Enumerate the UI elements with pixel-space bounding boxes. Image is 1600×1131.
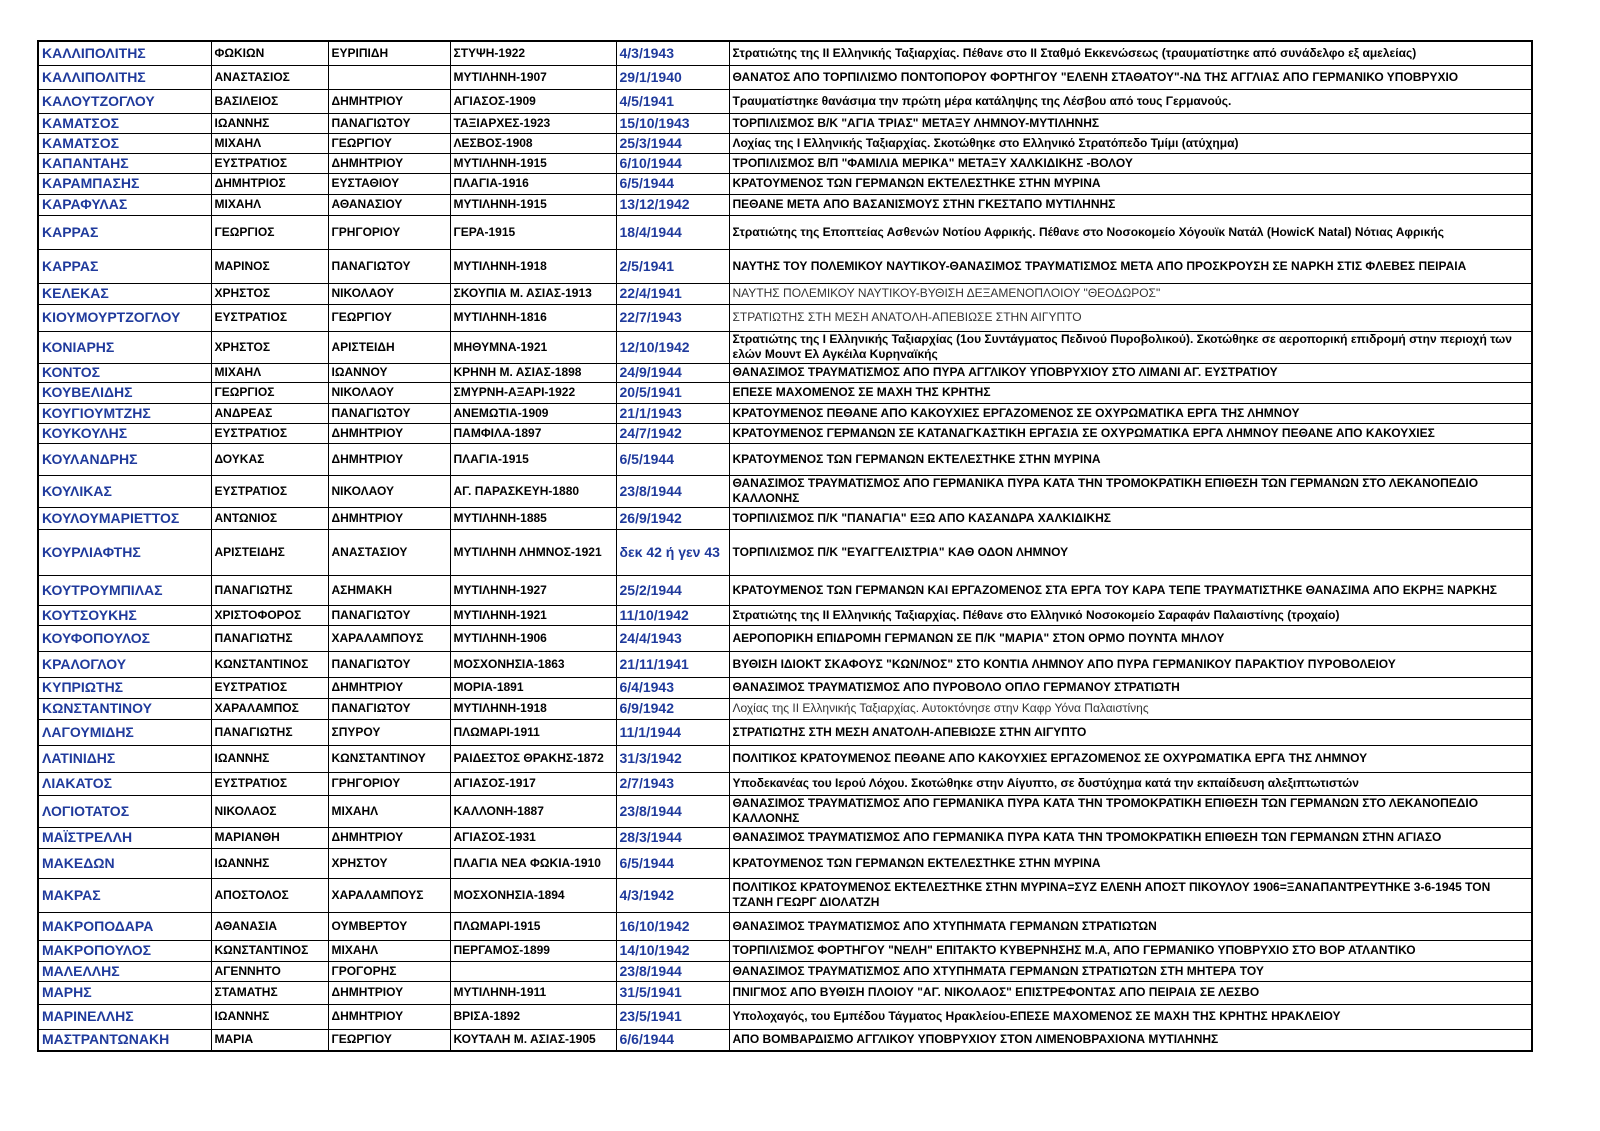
circumstances-cell: ΚΡΑΤΟΥΜΕΝΟΣ ΤΩΝ ΓΕΡΜΑΝΩΝ ΕΚΤΕΛΕΣΤΗΚΕ ΣΤΗΝ ΜΥΡΙΝΑ [729,443,1532,475]
surname-cell: ΚΟΥΦΟΠΟΥΛΟΣ [38,625,211,651]
circumstances-cell: Τραυματίστηκε θανάσιμα την πρώτη μέρα κατάληψης της Λέσβου από τους Γερμανούς. [729,89,1532,113]
father-name-cell: ΟΥΜΒΕΡΤΟΥ [328,912,450,940]
date-cell: 22/7/1943 [616,304,729,331]
first-name-cell: ΜΑΡΙΑ [211,1029,328,1051]
surname-cell: ΚΑΛΟΥΤΖΟΓΛΟΥ [38,89,211,113]
surname-cell: ΚΟΥΤΣΟΥΚΗΣ [38,605,211,625]
father-name-cell: ΠΑΝΑΓΙΩΤΟΥ [328,651,450,677]
date-cell: 28/3/1944 [616,827,729,848]
father-name-cell: ΙΩΑΝΝΟΥ [328,363,450,382]
father-name-cell: ΚΩΝΣΤΑΝΤΙΝΟΥ [328,745,450,772]
birthplace-cell: ΑΓΙΑΣΟΣ-1931 [450,827,616,848]
circumstances-cell: ΤΟΡΠΙΛΙΣΜΟΣ Β/Κ "ΑΓΙΑ ΤΡΙΑΣ" ΜΕΤΑΞΥ ΛΗΜΝΟΥ-ΜΥΤΙΛΗΝΗΣ [729,113,1532,133]
circumstances-cell: ΣΤΡΑΤΙΩΤΗΣ ΣΤΗ ΜΕΣΗ ΑΝΑΤΟΛΗ-ΑΠΕΒΙΩΣΕ ΣΤΗΝ ΑΙΓΥΠΤΟ [729,719,1532,745]
surname-cell: ΚΑΛΛΙΠΟΛΙΤΗΣ [38,65,211,89]
date-cell: 31/5/1941 [616,981,729,1004]
circumstances-cell: ΘΑΝΑΣΙΜΟΣ ΤΡΑΥΜΑΤΙΣΜΟΣ ΑΠΟ ΓΕΡΜΑΝΙΚΑ ΠΥΡΑ ΚΑΤΑ ΤΗΝ ΤΡΟΜΟΚΡΑΤΙΚΗ ΕΠΙΘΕΣΗ ΤΩΝ ΓΕΡΜΑΝΩΝ ΣΤΗΝ ΑΓΙΑΣΟ [729,827,1532,848]
birthplace-cell: ΑΓ. ΠΑΡΑΣΚΕΥΗ-1880 [450,475,616,507]
father-name-cell: ΠΑΝΑΓΙΩΤΟΥ [328,403,450,423]
birthplace-cell: ΜΥΤΙΛΗΝΗ-1816 [450,304,616,331]
circumstances-cell: ΤΡΟΠΙΛΙΣΜΟΣ Β/Π "ΦΑΜΙΛΙΑ ΜΕΡΙΚΑ" ΜΕΤΑΞΥ ΧΑΛΚΙΔΙΚΗΣ -ΒΟΛΟΥ [729,153,1532,173]
birthplace-cell: ΡΑΙΔΕΣΤΟΣ ΘΡΑΚΗΣ-1872 [450,745,616,772]
birthplace-cell: ΠΕΡΓΑΜΟΣ-1899 [450,940,616,961]
date-cell: 6/5/1944 [616,848,729,878]
surname-cell: ΜΑΛΕΛΛΗΣ [38,961,211,981]
circumstances-cell: ΘΑΝΑΣΙΜΟΣ ΤΡΑΥΜΑΤΙΣΜΟΣ ΑΠΟ ΠΥΡΑ ΑΓΓΛΙΚΟΥ ΥΠΟΒΡΥΧΙΟΥ ΣΤΟ ΛΙΜΑΝΙ ΑΓ. ΕΥΣΤΡΑΤΙΟΥ [729,363,1532,382]
surname-cell: ΜΑΚΡΟΠΟΥΛΟΣ [38,940,211,961]
date-cell: 25/2/1944 [616,575,729,605]
birthplace-cell: ΒΡΙΣΑ-1892 [450,1004,616,1029]
father-name-cell: ΑΝΑΣΤΑΣΙΟΥ [328,529,450,575]
circumstances-cell: ΣΤΡΑΤΙΩΤΗΣ ΣΤΗ ΜΕΣΗ ΑΝΑΤΟΛΗ-ΑΠΕΒΙΩΣΕ ΣΤΗΝ ΑΙΓΥΠΤΟ [729,304,1532,331]
circumstances-cell: ΤΟΡΠΙΛΙΣΜΟΣ Π/Κ "ΠΑΝΑΓΙΑ" ΕΞΩ ΑΠΟ ΚΑΣΑΝΔΡΑ ΧΑΛΚΙΔΙΚΗΣ [729,507,1532,529]
father-name-cell: ΓΡΗΓΟΡΙΟΥ [328,215,450,249]
surname-cell: ΜΑΚΡΟΠΟΔΑΡΑ [38,912,211,940]
birthplace-cell: ΜΥΤΙΛΗΝΗ-1906 [450,625,616,651]
date-cell: 18/4/1944 [616,215,729,249]
date-cell: 11/1/1944 [616,719,729,745]
table-row [38,194,1532,215]
circumstances-cell: ΠΟΛΙΤΙΚΟΣ ΚΡΑΤΟΥΜΕΝΟΣ ΕΚΤΕΛΕΣΤΗΚΕ ΣΤΗΝ ΜΥΡΙΝΑ=ΣΥΖ ΕΛΕΝΗ ΑΠΟΣΤ ΠΙΚΟΥΛΟΥ 1906=ΞΑΝΑΠΑΝΤΡΕΥΤΗΚΕ 3-6-1945 ΤΟΝ ΤΖΑΝΗ ΓΕΩΡΓ ΔΙΟΛΑΤΖΗ [729,878,1532,912]
circumstances-cell: ΘΑΝΑΤΟΣ ΑΠΟ ΤΟΡΠΙΛΙΣΜΟ ΠΟΝΤΟΠΟΡΟΥ ΦΟΡΤΗΓΟΥ "ΕΛΕΝΗ ΣΤΑΘΑΤΟΥ"-ΝΔ ΤΗΣ ΑΓΓΛΙΑΣ ΑΠΟ ΓΕΡΜΑΝΙΚΟ ΥΠΟΒΡΥΧΙΟ [729,65,1532,89]
circumstances-cell: ΘΑΝΑΣΙΜΟΣ ΤΡΑΥΜΑΤΙΣΜΟΣ ΑΠΟ ΧΤΥΠΗΜΑΤΑ ΓΕΡΜΑΝΩΝ ΣΤΡΑΤΙΩΤΩΝ [729,912,1532,940]
table-row [38,698,1532,719]
first-name-cell: ΑΝΑΣΤΑΣΙΟΣ [211,65,328,89]
circumstances-cell: ΚΡΑΤΟΥΜΕΝΟΣ ΓΕΡΜΑΝΩΝ ΣΕ ΚΑΤΑΝΑΓΚΑΣΤΙΚΗ ΕΡΓΑΣΙΑ ΣΕ ΟΧΥΡΩΜΑΤΙΚΑ ΕΡΓΑ ΛΗΜΝΟΥ ΠΕΘΑΝΕ ΑΠΟ ΚΑΚΟΥΧΙΕΣ [729,423,1532,443]
first-name-cell: ΓΕΩΡΓΙΟΣ [211,215,328,249]
surname-cell: ΚΟΥΚΟΥΛΗΣ [38,423,211,443]
first-name-cell: ΔΗΜΗΤΡΙΟΣ [211,173,328,194]
table-row [38,605,1532,625]
table-row [38,304,1532,331]
circumstances-cell: ΝΑΥΤΗΣ ΤΟΥ ΠΟΛΕΜΙΚΟΥ ΝΑΥΤΙΚΟΥ-ΘΑΝΑΣΙΜΟΣ ΤΡΑΥΜΑΤΙΣΜΟΣ ΜΕΤΑ ΑΠΟ ΠΡΟΣΚΡΟΥΣΗ ΣΕ ΝΑΡΚΗ ΣΤΙΣ ΦΛΕΒΕΣ ΠΕΙΡΑΙΑ [729,249,1532,283]
surname-cell: ΚΟΥΡΛΙΑΦΤΗΣ [38,529,211,575]
birthplace-cell: ΚΑΛΛΟΝΗ-1887 [450,795,616,827]
father-name-cell: ΔΗΜΗΤΡΙΟΥ [328,677,450,698]
table-row [38,625,1532,651]
birthplace-cell: ΑΝΕΜΩΤΙΑ-1909 [450,403,616,423]
table-row [38,89,1532,113]
circumstances-cell: Στρατιώτης της ΙΙ Ελληνικής Ταξιαρχίας. Πέθανε στο Ελληνικό Νοσοκομείο Σαραφάν Παλαιστίνης (τροχαίο) [729,605,1532,625]
surname-cell: ΚΑΜΑΤΣΟΣ [38,113,211,133]
surname-cell: ΜΑΪΣΤΡΕΛΛΗ [38,827,211,848]
surname-cell: ΚΟΝΤΟΣ [38,363,211,382]
surname-cell: ΚΟΥΛΙΚΑΣ [38,475,211,507]
table-row [38,249,1532,283]
father-name-cell [328,65,450,89]
father-name-cell: ΑΘΑΝΑΣΙΟΥ [328,194,450,215]
first-name-cell: ΕΥΣΤΡΑΤΙΟΣ [211,153,328,173]
father-name-cell: ΓΡΗΓΟΡΙΟΥ [328,772,450,795]
date-cell: 12/10/1942 [616,331,729,363]
table-row [38,529,1532,575]
date-cell: 24/7/1942 [616,423,729,443]
circumstances-cell: ΠΝΙΓΜΟΣ ΑΠΟ ΒΥΘΙΣΗ ΠΛΟΙΟΥ "ΑΓ. ΝΙΚΟΛΑΟΣ" ΕΠΙΣΤΡΕΦΟΝΤΑΣ ΑΠΟ ΠΕΙΡΑΙΑ ΣΕ ΛΕΣΒΟ [729,981,1532,1004]
first-name-cell: ΜΙΧΑΗΛ [211,133,328,153]
table-row [38,575,1532,605]
birthplace-cell: ΣΜΥΡΝΗ-ΑΞΑΡΙ-1922 [450,382,616,403]
first-name-cell: ΦΩΚΙΩΝ [211,41,328,65]
birthplace-cell: ΜΟΡΙΑ-1891 [450,677,616,698]
circumstances-cell: Υποδεκανέας του Ιερού Λόχου. Σκοτώθηκε στην Αίγυπτο, σε δυστύχημα κατά την εκπαίδευση αλεξιπτωτιστών [729,772,1532,795]
surname-cell: ΜΑΡΗΣ [38,981,211,1004]
circumstances-cell: ΒΥΘΙΣΗ ΙΔΙΟΚΤ ΣΚΑΦΟΥΣ "ΚΩΝ/ΝΟΣ" ΣΤΟ ΚΟΝΤΙΑ ΛΗΜΝΟΥ ΑΠΟ ΠΥΡΑ ΓΕΡΜΑΝΙΚΟΥ ΠΑΡΑΚΤΙΟΥ ΠΥΡΟΒΟΛΕΙΟΥ [729,651,1532,677]
birthplace-cell: ΜΥΤΙΛΗΝΗ-1915 [450,194,616,215]
first-name-cell: ΣΤΑΜΑΤΗΣ [211,981,328,1004]
first-name-cell: ΑΠΟΣΤΟΛΟΣ [211,878,328,912]
circumstances-cell: Στρατιώτης της ΙΙ Ελληνικής Ταξιαρχίας. Πέθανε στο ΙΙ Σταθμό Εκκενώσεως (τραυματίστηκε από συνάδελφο εξ αμελείας) [729,41,1532,65]
first-name-cell: ΝΙΚΟΛΑΟΣ [211,795,328,827]
table-row [38,1004,1532,1029]
birthplace-cell: ΜΥΤΙΛΗΝΗ-1918 [450,698,616,719]
table-row [38,1029,1532,1051]
first-name-cell: ΑΘΑΝΑΣΙΑ [211,912,328,940]
surname-cell: ΚΥΠΡΙΩΤΗΣ [38,677,211,698]
first-name-cell: ΜΑΡΙΑΝΘΗ [211,827,328,848]
date-cell: 16/10/1942 [616,912,729,940]
table-row [38,912,1532,940]
date-cell: 4/3/1942 [616,878,729,912]
table-row [38,173,1532,194]
birthplace-cell: ΠΛΩΜΑΡΙ-1915 [450,912,616,940]
surname-cell: ΚΑΜΑΤΣΟΣ [38,133,211,153]
table-row [38,443,1532,475]
circumstances-cell: ΤΟΡΠΙΛΙΣΜΟΣ ΦΟΡΤΗΓΟΥ "ΝΕΛΗ" ΕΠΙΤΑΚΤΟ ΚΥΒΕΡΝΗΣΗΣ Μ.Α, ΑΠΟ ΓΕΡΜΑΝΙΚΟ ΥΠΟΒΡΥΧΙΟ ΣΤΟ ΒΟΡ ΑΤΛΑΝΤΙΚΟ [729,940,1532,961]
birthplace-cell: ΜΥΤΙΛΗΝΗ-1921 [450,605,616,625]
surname-cell: ΚΑΛΛΙΠΟΛΙΤΗΣ [38,41,211,65]
table-row [38,113,1532,133]
table-row [38,848,1532,878]
father-name-cell: ΧΡΗΣΤΟΥ [328,848,450,878]
birthplace-cell: ΑΓΙΑΣΟΣ-1909 [450,89,616,113]
date-cell: 31/3/1942 [616,745,729,772]
first-name-cell: ΜΙΧΑΗΛ [211,363,328,382]
table-row [38,772,1532,795]
father-name-cell: ΧΑΡΑΛΑΜΠΟΥΣ [328,625,450,651]
table-row [38,153,1532,173]
first-name-cell: ΔΟΥΚΑΣ [211,443,328,475]
father-name-cell: ΣΠΥΡΟΥ [328,719,450,745]
date-cell: 11/10/1942 [616,605,729,625]
circumstances-cell: ΠΕΘΑΝΕ ΜΕΤΑ ΑΠΟ ΒΑΣΑΝΙΣΜΟΥΣ ΣΤΗΝ ΓΚΕΣΤΑΠΟ ΜΥΤΙΛΗΝΗΣ [729,194,1532,215]
first-name-cell: ΚΩΝΣΤΑΝΤΙΝΟΣ [211,940,328,961]
birthplace-cell: ΣΤΥΨΗ-1922 [450,41,616,65]
surname-cell: ΛΟΓΙΟΤΑΤΟΣ [38,795,211,827]
first-name-cell: ΠΑΝΑΓΙΩΤΗΣ [211,719,328,745]
surname-cell: ΚΟΥΛΑΝΔΡΗΣ [38,443,211,475]
surname-cell: ΛΑΤΙΝΙΔΗΣ [38,745,211,772]
date-cell: 26/9/1942 [616,507,729,529]
table-row [38,940,1532,961]
birthplace-cell: ΠΑΜΦΙΛΑ-1897 [450,423,616,443]
birthplace-cell: ΤΑΞΙΑΡΧΕΣ-1923 [450,113,616,133]
surname-cell: ΚΕΛΕΚΑΣ [38,283,211,304]
date-cell: 21/1/1943 [616,403,729,423]
first-name-cell: ΒΑΣΙΛΕΙΟΣ [211,89,328,113]
surname-cell: ΚΑΠΑΝΤΑΗΣ [38,153,211,173]
birthplace-cell: ΜΥΤΙΛΗΝΗ ΛΗΜΝΟΣ-1921 [450,529,616,575]
table-row [38,677,1532,698]
table-row [38,745,1532,772]
father-name-cell: ΕΥΣΤΑΘΙΟΥ [328,173,450,194]
first-name-cell: ΙΩΑΝΝΗΣ [211,113,328,133]
surname-cell: ΚΟΝΙΑΡΗΣ [38,331,211,363]
date-cell: 21/11/1941 [616,651,729,677]
surname-cell: ΚΡΑΛΟΓΛΟΥ [38,651,211,677]
table-row [38,363,1532,382]
birthplace-cell: ΓΕΡΑ-1915 [450,215,616,249]
circumstances-cell: ΚΡΑΤΟΥΜΕΝΟΣ ΤΩΝ ΓΕΡΜΑΝΩΝ ΕΚΤΕΛΕΣΤΗΚΕ ΣΤΗΝ ΜΥΡΙΝΑ [729,848,1532,878]
circumstances-cell: ΑΕΡΟΠΟΡΙΚΗ ΕΠΙΔΡΟΜΗ ΓΕΡΜΑΝΩΝ ΣΕ Π/Κ "ΜΑΡΙΑ" ΣΤΟΝ ΟΡΜΟ ΠΟΥΝΤΑ ΜΗΛΟΥ [729,625,1532,651]
date-cell: 13/12/1942 [616,194,729,215]
first-name-cell: ΠΑΝΑΓΙΩΤΗΣ [211,575,328,605]
father-name-cell: ΔΗΜΗΤΡΙΟΥ [328,443,450,475]
birthplace-cell: ΠΛΩΜΑΡΙ-1911 [450,719,616,745]
circumstances-cell: ΘΑΝΑΣΙΜΟΣ ΤΡΑΥΜΑΤΙΣΜΟΣ ΑΠΟ ΓΕΡΜΑΝΙΚΑ ΠΥΡΑ ΚΑΤΑ ΤΗΝ ΤΡΟΜΟΚΡΑΤΙΚΗ ΕΠΙΘΕΣΗ ΤΩΝ ΓΕΡΜΑΝΩΝ ΣΤΟ ΛΕΚΑΝΟΠΕΔΙΟ ΚΑΛΛΟΝΗΣ [729,795,1532,827]
first-name-cell: ΑΡΙΣΤΕΙΔΗΣ [211,529,328,575]
first-name-cell: ΙΩΑΝΝΗΣ [211,848,328,878]
circumstances-cell: ΚΡΑΤΟΥΜΕΝΟΣ ΤΩΝ ΓΕΡΜΑΝΩΝ ΚΑΙ ΕΡΓΑΖΟΜΕΝΟΣ ΣΤΑ ΕΡΓΑ ΤΟΥ ΚΑΡΑ ΤΕΠΕ ΤΡΑΥΜΑΤΙΣΤΗΚΕ ΘΑΝΑΣΙΜΑ ΑΠΟ ΕΚΡΗΞ ΝΑΡΚΗΣ [729,575,1532,605]
birthplace-cell: ΜΥΤΙΛΗΝΗ-1927 [450,575,616,605]
birthplace-cell: ΣΚΟΥΠΙΑ Μ. ΑΣΙΑΣ-1913 [450,283,616,304]
first-name-cell: ΕΥΣΤΡΑΤΙΟΣ [211,423,328,443]
date-cell: 23/8/1944 [616,961,729,981]
date-cell: 24/4/1943 [616,625,729,651]
first-name-cell: ΑΓΕΝΝΗΤΟ [211,961,328,981]
first-name-cell: ΧΡΗΣΤΟΣ [211,283,328,304]
table-row [38,961,1532,981]
first-name-cell: ΑΝΤΩΝΙΟΣ [211,507,328,529]
father-name-cell: ΔΗΜΗΤΡΙΟΥ [328,507,450,529]
date-cell: 14/10/1942 [616,940,729,961]
records-table [37,40,1533,1052]
first-name-cell: ΕΥΣΤΡΑΤΙΟΣ [211,475,328,507]
father-name-cell: ΔΗΜΗΤΡΙΟΥ [328,981,450,1004]
birthplace-cell: ΑΓΙΑΣΟΣ-1917 [450,772,616,795]
father-name-cell: ΝΙΚΟΛΑΟΥ [328,382,450,403]
first-name-cell: ΜΑΡΙΝΟΣ [211,249,328,283]
first-name-cell: ΙΩΑΝΝΗΣ [211,745,328,772]
date-cell: 23/8/1944 [616,475,729,507]
table-row [38,403,1532,423]
date-cell: 20/5/1941 [616,382,729,403]
surname-cell: ΜΑΚΕΔΩΝ [38,848,211,878]
table-row [38,719,1532,745]
circumstances-cell: Στρατιώτης της Εποπτείας Ασθενών Νοτίου Αφρικής. Πέθανε στο Νοσοκομείο Χόγουϊκ Νατάλ (HowicK Natal) Νότιας Αφρικής [729,215,1532,249]
date-cell: 24/9/1944 [616,363,729,382]
father-name-cell: ΕΥΡΙΠΙΔΗ [328,41,450,65]
date-cell: 15/10/1943 [616,113,729,133]
table-row [38,215,1532,249]
birthplace-cell: ΛΕΣΒΟΣ-1908 [450,133,616,153]
surname-cell: ΚΟΥΛΟΥΜΑΡΙΕΤΤΟΣ [38,507,211,529]
birthplace-cell: ΠΛΑΓΙΑ ΝΕΑ ΦΩΚΙΑ-1910 [450,848,616,878]
table-row [38,878,1532,912]
surname-cell: ΚΑΡΡΑΣ [38,249,211,283]
surname-cell: ΚΩΝΣΤΑΝΤΙΝΟΥ [38,698,211,719]
first-name-cell: ΑΝΔΡΕΑΣ [211,403,328,423]
date-cell: 22/4/1941 [616,283,729,304]
father-name-cell: ΠΑΝΑΓΙΩΤΟΥ [328,605,450,625]
father-name-cell: ΝΙΚΟΛΑΟΥ [328,283,450,304]
table-row [38,981,1532,1004]
birthplace-cell: ΜΥΤΙΛΗΝΗ-1918 [450,249,616,283]
surname-cell: ΚΑΡΑΦΥΛΑΣ [38,194,211,215]
circumstances-cell: ΘΑΝΑΣΙΜΟΣ ΤΡΑΥΜΑΤΙΣΜΟΣ ΑΠΟ ΠΥΡΟΒΟΛΟ ΟΠΛΟ ΓΕΡΜΑΝΟΥ ΣΤΡΑΤΙΩΤΗ [729,677,1532,698]
circumstances-cell: Λοχίας της Ι Ελληνικής Ταξιαρχίας. Σκοτώθηκε στο Ελληνικό Στρατόπεδο Τμίμι (ατύχημα) [729,133,1532,153]
father-name-cell: ΠΑΝΑΓΙΩΤΟΥ [328,249,450,283]
date-cell: 23/5/1941 [616,1004,729,1029]
table-row [38,283,1532,304]
first-name-cell: ΓΕΩΡΓΙΟΣ [211,382,328,403]
father-name-cell: ΓΕΩΡΓΙΟΥ [328,1029,450,1051]
table-row [38,65,1532,89]
father-name-cell: ΑΡΙΣΤΕΙΔΗ [328,331,450,363]
surname-cell: ΚΟΥΤΡΟΥΜΠΙΛΑΣ [38,575,211,605]
surname-cell: ΛΙΑΚΑΤΟΣ [38,772,211,795]
first-name-cell: ΧΡΗΣΤΟΣ [211,331,328,363]
first-name-cell: ΧΡΙΣΤΟΦΟΡΟΣ [211,605,328,625]
date-cell: 6/10/1944 [616,153,729,173]
table-row [38,507,1532,529]
date-cell: 29/1/1940 [616,65,729,89]
table-row [38,133,1532,153]
circumstances-cell: ΤΟΡΠΙΛΙΣΜΟΣ Π/Κ "ΕΥΑΓΓΕΛΙΣΤΡΙΑ" ΚΑΘ ΟΔΟΝ ΛΗΜΝΟΥ [729,529,1532,575]
father-name-cell: ΔΗΜΗΤΡΙΟΥ [328,153,450,173]
father-name-cell: ΔΗΜΗΤΡΙΟΥ [328,89,450,113]
birthplace-cell: ΠΛΑΓΙΑ-1915 [450,443,616,475]
father-name-cell: ΔΗΜΗΤΡΙΟΥ [328,1004,450,1029]
surname-cell: ΚΑΡΑΜΠΑΣΗΣ [38,173,211,194]
table-row [38,651,1532,677]
birthplace-cell: ΜΥΤΙΛΗΝΗ-1885 [450,507,616,529]
birthplace-cell: ΠΛΑΓΙΑ-1916 [450,173,616,194]
father-name-cell: ΠΑΝΑΓΙΩΤΟΥ [328,698,450,719]
birthplace-cell: ΚΟΥΤΑΛΗ Μ. ΑΣΙΑΣ-1905 [450,1029,616,1051]
father-name-cell: ΧΑΡΑΛΑΜΠΟΥΣ [328,878,450,912]
surname-cell: ΜΑΣΤΡΑΝΤΩΝΑΚΗ [38,1029,211,1051]
circumstances-cell: ΚΡΑΤΟΥΜΕΝΟΣ ΤΩΝ ΓΕΡΜΑΝΩΝ ΕΚΤΕΛΕΣΤΗΚΕ ΣΤΗΝ ΜΥΡΙΝΑ [729,173,1532,194]
circumstances-cell: ΚΡΑΤΟΥΜΕΝΟΣ ΠΕΘΑΝΕ ΑΠΟ ΚΑΚΟΥΧΙΕΣ ΕΡΓΑΖΟΜΕΝΟΣ ΣΕ ΟΧΥΡΩΜΑΤΙΚΑ ΕΡΓΑ ΤΗΣ ΛΗΜΝΟΥ [729,403,1532,423]
father-name-cell: ΔΗΜΗΤΡΙΟΥ [328,827,450,848]
circumstances-cell: ΘΑΝΑΣΙΜΟΣ ΤΡΑΥΜΑΤΙΣΜΟΣ ΑΠΟ ΓΕΡΜΑΝΙΚΑ ΠΥΡΑ ΚΑΤΑ ΤΗΝ ΤΡΟΜΟΚΡΑΤΙΚΗ ΕΠΙΘΕΣΗ ΤΩΝ ΓΕΡΜΑΝΩΝ ΣΤΟ ΛΕΚΑΝΟΠΕΔΙΟ ΚΑΛΛΟΝΗΣ [729,475,1532,507]
birthplace-cell: ΜΥΤΙΛΗΝΗ-1911 [450,981,616,1004]
first-name-cell: ΧΑΡΑΛΑΜΠΟΣ [211,698,328,719]
table-row [38,331,1532,363]
birthplace-cell: ΜΟΣΧΟΝΗΣΙΑ-1863 [450,651,616,677]
circumstances-cell: Στρατιώτης της Ι Ελληνικής Ταξιαρχίας (1ου Συντάγματος Πεδινού Πυροβολικού). Σκοτώθηκε σε αεροπορική επιδρομή στην περιοχή των ελών Μουντ Ελ Αγκέιλα Κυρηναϊκής [729,331,1532,363]
first-name-cell: ΜΙΧΑΗΛ [211,194,328,215]
birthplace-cell: ΜΗΘΥΜΝΑ-1921 [450,331,616,363]
father-name-cell: ΠΑΝΑΓΙΩΤΟΥ [328,113,450,133]
surname-cell: ΚΑΡΡΑΣ [38,215,211,249]
circumstances-cell: ΕΠΕΣΕ ΜΑΧΟΜΕΝΟΣ ΣΕ ΜΑΧΗ ΤΗΣ ΚΡΗΤΗΣ [729,382,1532,403]
first-name-cell: ΕΥΣΤΡΑΤΙΟΣ [211,772,328,795]
surname-cell: ΚΟΥΓΙΟΥΜΤΖΗΣ [38,403,211,423]
father-name-cell: ΔΗΜΗΤΡΙΟΥ [328,423,450,443]
date-cell: 2/5/1941 [616,249,729,283]
date-cell: 6/9/1942 [616,698,729,719]
date-cell: 23/8/1944 [616,795,729,827]
surname-cell: ΜΑΚΡΑΣ [38,878,211,912]
circumstances-cell: ΝΑΥΤΗΣ ΠΟΛΕΜΙΚΟΥ ΝΑΥΤΙΚΟΥ-ΒΥΘΙΣΗ ΔΕΞΑΜΕΝΟΠΛΟΙΟΥ "ΘΕΟΔΩΡΟΣ" [729,283,1532,304]
first-name-cell: ΕΥΣΤΡΑΤΙΟΣ [211,677,328,698]
date-cell: 6/5/1944 [616,173,729,194]
birthplace-cell: ΜΟΣΧΟΝΗΣΙΑ-1894 [450,878,616,912]
surname-cell: ΚΟΥΒΕΛΙΔΗΣ [38,382,211,403]
date-cell: δεκ 42 ή γεν 43 [616,529,729,575]
table-row [38,382,1532,403]
surname-cell: ΛΑΓΟΥΜΙΔΗΣ [38,719,211,745]
birthplace-cell [450,961,616,981]
first-name-cell: ΙΩΑΝΝΗΣ [211,1004,328,1029]
table-row [38,423,1532,443]
surname-cell: ΚΙΟΥΜΟΥΡΤΖΟΓΛΟΥ [38,304,211,331]
surname-cell: ΜΑΡΙΝΕΛΛΗΣ [38,1004,211,1029]
circumstances-cell: Λοχίας της ΙΙ Ελληνικής Ταξιαρχίας. Αυτοκτόνησε στην Καφρ Υόνα Παλαιστίνης [729,698,1532,719]
father-name-cell: ΓΡΟΓΟΡΗΣ [328,961,450,981]
birthplace-cell: ΚΡΗΝΗ Μ. ΑΣΙΑΣ-1898 [450,363,616,382]
birthplace-cell: ΜΥΤΙΛΗΝΗ-1907 [450,65,616,89]
first-name-cell: ΕΥΣΤΡΑΤΙΟΣ [211,304,328,331]
first-name-cell: ΚΩΝΣΤΑΝΤΙΝΟΣ [211,651,328,677]
table-row [38,827,1532,848]
date-cell: 4/3/1943 [616,41,729,65]
circumstances-cell: ΑΠΟ ΒΟΜΒΑΡΔΙΣΜΟ ΑΓΓΛΙΚΟΥ ΥΠΟΒΡΥΧΙΟΥ ΣΤΟΝ ΛΙΜΕΝΟΒΡΑΧΙΟΝΑ ΜΥΤΙΛΗΝΗΣ [729,1029,1532,1051]
father-name-cell: ΜΙΧΑΗΛ [328,795,450,827]
date-cell: 6/5/1944 [616,443,729,475]
date-cell: 25/3/1944 [616,133,729,153]
circumstances-cell: Υπολοχαγός, του Εμπέδου Τάγματος Ηρακλείου-ΕΠΕΣΕ ΜΑΧΟΜΕΝΟΣ ΣΕ ΜΑΧΗ ΤΗΣ ΚΡΗΤΗΣ ΗΡΑΚΛΕΙΟΥ [729,1004,1532,1029]
father-name-cell: ΝΙΚΟΛΑΟΥ [328,475,450,507]
date-cell: 4/5/1941 [616,89,729,113]
records-body [38,41,1532,1051]
father-name-cell: ΓΕΩΡΓΙΟΥ [328,133,450,153]
father-name-cell: ΜΙΧΑΗΛ [328,940,450,961]
date-cell: 6/4/1943 [616,677,729,698]
date-cell: 2/7/1943 [616,772,729,795]
father-name-cell: ΓΕΩΡΓΙΟΥ [328,304,450,331]
table-row [38,795,1532,827]
birthplace-cell: ΜΥΤΙΛΗΝΗ-1915 [450,153,616,173]
father-name-cell: ΑΣΗΜΑΚΗ [328,575,450,605]
table-row [38,41,1532,65]
circumstances-cell: ΠΟΛΙΤΙΚΟΣ ΚΡΑΤΟΥΜΕΝΟΣ ΠΕΘΑΝΕ ΑΠΟ ΚΑΚΟΥΧΙΕΣ ΕΡΓΑΖΟΜΕΝΟΣ ΣΕ ΟΧΥΡΩΜΑΤΙΚΑ ΕΡΓΑ ΤΗΣ ΛΗΜΝΟΥ [729,745,1532,772]
table-row [38,475,1532,507]
date-cell: 6/6/1944 [616,1029,729,1051]
circumstances-cell: ΘΑΝΑΣΙΜΟΣ ΤΡΑΥΜΑΤΙΣΜΟΣ ΑΠΟ ΧΤΥΠΗΜΑΤΑ ΓΕΡΜΑΝΩΝ ΣΤΡΑΤΙΩΤΩΝ ΣΤΗ ΜΗΤΕΡΑ ΤΟΥ [729,961,1532,981]
first-name-cell: ΠΑΝΑΓΙΩΤΗΣ [211,625,328,651]
